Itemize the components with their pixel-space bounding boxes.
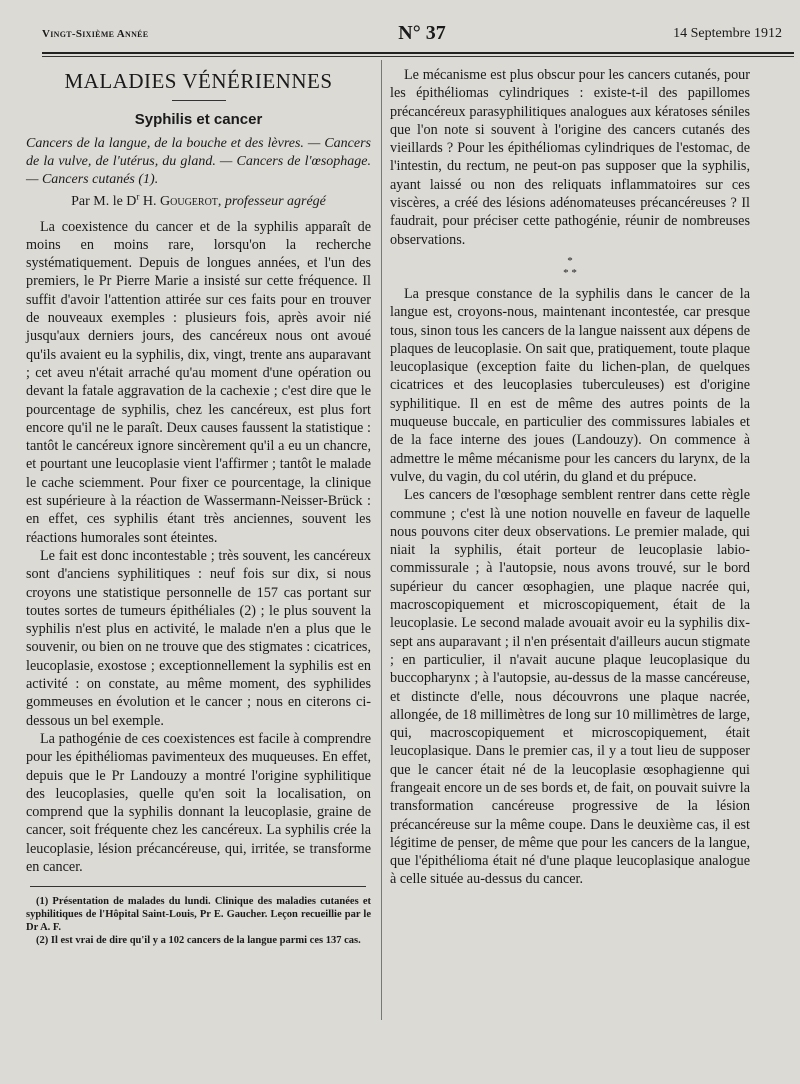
section-break-stars (390, 255, 750, 279)
star-bottom: * * (563, 266, 577, 279)
footnote: (1) Présentation de malades du lundi. Clinique des maladies cutanées et syphilitiques de l'Hôpital Saint-Louis, Pr E. Gaucher. Leçon recueillie par le Dr A. F. (26, 896, 371, 934)
byline-sup: r (136, 191, 140, 202)
paragraph: Le mécanisme est plus obscur pour les cancers cutanés, pour les épithéliomas cylindriques : existe-t-il des papillomes précancéreux parasyphilitiques analogues aux kératoses séniles que l'on note si souvent à l'origine des cancers cutanés des vieillards ? Pour les épithéliomas cylindriques de l'estomac, de l'intestin, du rectum, ne peut-on pas supposer que la syphilis, ayant laissé ou non des reliquats inflammatoires sur ces viscères, a créé des lésions adénomateuses précancéreuses ? Il faudrait, pour préciser cette pathogénie, réunir de nombreuses observations. (390, 67, 750, 248)
paragraph: La pathogénie de ces coexistences est facile à comprendre pour les épithéliomas pavimenteux des muqueuses. En effet, depuis que le Pr Landouzy a montré l'origine syphilitique des leucoplasies, quelle qu'en soit la localisation, on comprend que la syphilis donnant la leucoplasie, graine de cancer, soit fréquente chez les cancéreux. La syphilis crée la leucoplasie, lésion précancéreuse, qui, irritée, se transforme en cancer. (26, 730, 371, 875)
byline-prefix: Par M. le D (71, 194, 137, 210)
paragraph: Les cancers de l'œsophage semblent rentrer dans cette règle commune ; c'est là une notion nouvelle en faveur de laquelle nous pouvons citer deux observations. Le premier malade, qui niait la syphilis, était porteur de leucoplasie labio-commissurale ; à l'autopsie, nous avons trouvé, sur le bord supérieur du cancer œsophagien, une plaque nacrée qui, macroscopiquement et microscopiquement, était de la leucoplasie. Le second malade avouait avoir eu la syphilis dix-sept ans auparavant ; il n'en présentait d'ailleurs aucun stigmate ; en particulier, il n'avait aucune plaque leucoplasique du buccopharynx ; à l'autopsie, au-dessus de la masse cancéreuse, et distincte d'elle, nous découvrons une plaque nacrée, allongée, de 18 millimètres de long sur 10 millimètres de large, qui, macroscopiquement et microscopiquement, était leucoplasique. Dans le premier cas, il y a tout lieu de supposer que le cancer était né de la leucoplasie œsophagienne qui frangeait encore un de ses bords et, de fait, on pouvait suivre la transformation cancéreuse progressive de la lésion précancéreuse sur la même coupe. Dans le deuxième cas, il est légitime de penser, de même que pour les cancers de la langue, que l'épithélioma était né d'une plaque leucoplasique analogue à celle située au-dessus du cancer. (390, 487, 750, 888)
issue-number: N° 37 (398, 22, 446, 44)
left-column (26, 66, 371, 947)
section-title: MALADIES VÉNÉRIENNES (64, 69, 333, 93)
article-subtitle: Cancers de la langue, de la bouche et des lèvres. — Cancers de la vulve, de l'utérus, du gland. — Cancers de l'œsophage. — Cancers cutanés (1). (26, 136, 371, 188)
footnote-rule (30, 886, 366, 887)
issue-date: 14 Septembre 1912 (673, 26, 782, 41)
footnote: (2) Il est vrai de dire qu'il y a 102 cancers de la langue parmi ces 137 cas. (36, 935, 361, 947)
article-title: Syphilis et cancer (134, 111, 263, 128)
page-header (42, 24, 788, 46)
right-column (390, 66, 750, 889)
byline (26, 193, 371, 211)
star-top: * (567, 254, 573, 267)
author-role: professeur agrégé (221, 194, 326, 210)
column-divider (381, 60, 382, 1020)
title-rule (172, 100, 226, 101)
author-name: H. Gougerot, (139, 194, 222, 210)
paragraph: La presque constance de la syphilis dans le cancer de la langue est, croyons-nous, maintenant incontestée, car presque tous, sinon tous les cancers de la langue naissent aux dépens de plaques de leucoplasie. On sait que, pratiquement, toute plaque leucoplasique (exception faite du lichen-plan, de quelques cicatrices et des leucoplasies tuberculeuses) est d'origine syphilitique. Il en est de même des autres points de la muqueuse buccale, en particulier des commissures labiales et de la face interne des joues (Landouzy). On commence à admettre le même mécanisme pour les cancers du larynx, de la vulve, du vagin, du col utérin, du gland et du prépuce. (390, 285, 750, 485)
volume-label: Vingt-Sixième Année (42, 28, 149, 40)
header-rule (42, 52, 794, 54)
paragraph: La coexistence du cancer et de la syphilis apparaît de moins en moins rare, lorsqu'on la recherche systématiquement. Depuis de longues années, et l'un des premiers, le Pr Pierre Marie a insisté sur cette fréquence. Il suffit d'avoir l'attention attirée sur ces faits pour en trouver de nouveaux exemples : plusieurs fois, après avoir nié jusqu'aux derniers jours, des cancéreux nous ont avoué qu'ils avaient eu la syphilis, dix, vingt, trente ans auparavant ; cet aveu n'était arraché qu'au moment d'une opération ou devant la fatale aggravation de la cachexie ; c'est dire que le pourcentage de syphilis, chez les cancéreux, est plus fort encore qu'il ne le paraît. Deux causes faussent la statistique : tantôt le cancéreux ignore sincèrement qu'il a eu un chancre, et pourtant une leucoplasie vient l'affirmer ; tantôt le malade le cache sciemment. Pour fixer ce pourcentage, la clinique est supérieure à la réaction de Wassermann-Neisser-Brück : en effet, ces syphilis étant très anciennes, souvent les réactions humorales sont éteintes. (26, 218, 371, 546)
header-rule-thin (42, 56, 794, 57)
paragraph: Le fait est donc incontestable ; très souvent, les cancéreux sont d'anciens syphilitiques : neuf fois sur dix, si nous croyons une statistique personnelle de 157 cas portant sur toutes sortes de tumeurs épithéliales (2) ; le plus souvent la syphilis n'est plus en activité, le malade n'en a plus que le souvenir, ou bien on ne trouve que des stigmates : cicatrices, leucoplasie, exostose ; exceptionnellement la syphilis est en activité : on constate, au même moment, des syphilides gommeuses en évolution et le cancer ; nous en citerons ci-dessous un bel exemple. (26, 547, 371, 729)
